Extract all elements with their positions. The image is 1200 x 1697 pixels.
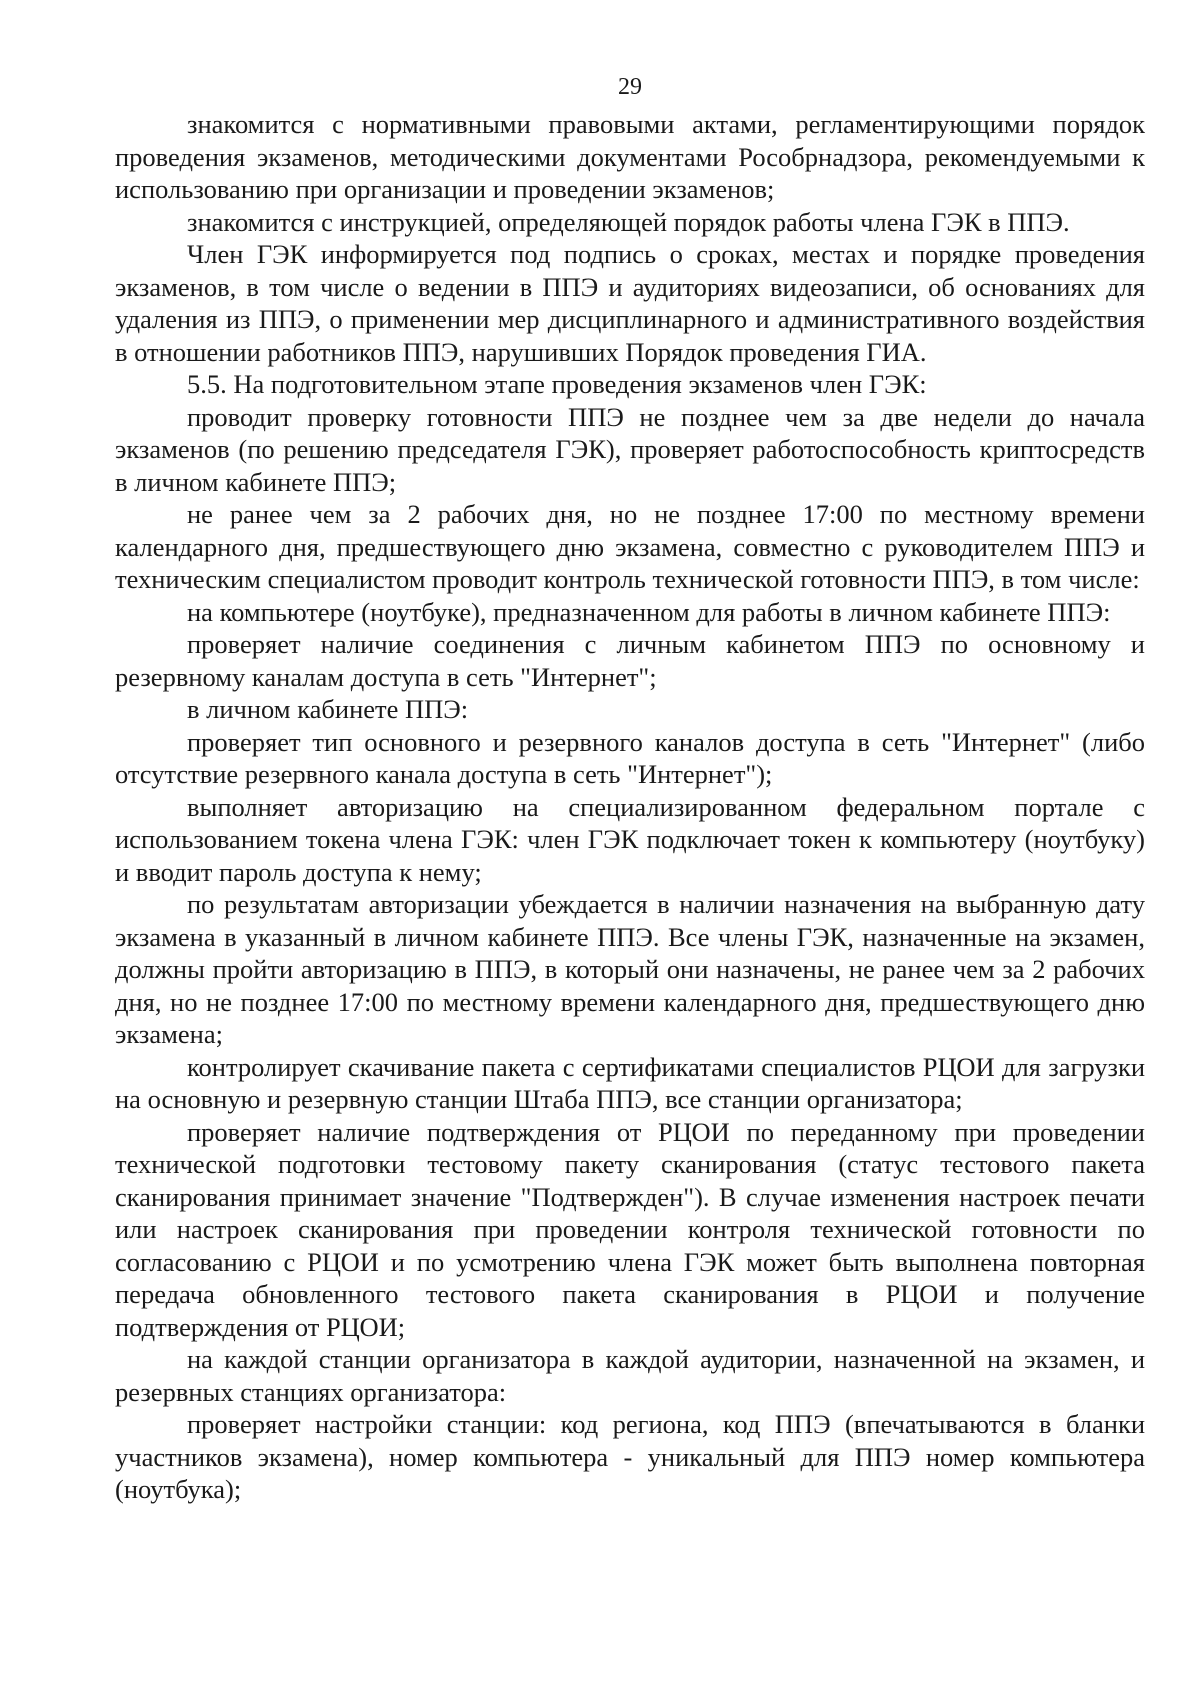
section-heading-paragraph: 5.5. На подготовительном этапе проведения экзаменов член ГЭК: — [187, 369, 927, 399]
paragraph: Член ГЭК информируется под подпись о сроках, местах и порядке проведения экзаменов, в том числе о ведении в ППЭ и аудиториях видеозаписи, об основаниях для удаления из ППЭ, о применении мер дисциплинарного и административного воздействия в отношении работников ППЭ, нарушивших Порядок проведения ГИА. — [115, 239, 1145, 367]
paragraph: знакомится с инструкцией, определяющей порядок работы члена ГЭК в ППЭ. — [187, 206, 1070, 237]
paragraph: проводит проверку готовности ППЭ не позднее чем за две недели до начала экзаменов (по решению председателя ГЭК), проверяет работоспособность криптосредств в личном кабинете ППЭ; — [115, 401, 1145, 497]
paragraph: проверяет тип основного и резервного каналов доступа в сеть "Интернет" (либо отсутствие резервного канала доступа в сеть "Интернет"); — [115, 726, 1145, 789]
paragraph: проверяет наличие подтверждения от РЦОИ по переданному при проведении технической подготовки тестовому пакету сканирования (статус тестового пакета сканирования принимает значение "Подтвержден"). В случае изменения настроек печати или настроек сканирования при проведении контроля технической готовности по согласованию с РЦОИ и по усмотрению члена ГЭК может быть выполнена повторная передача обновленного тестового пакета сканирования в РЦОИ и получение подтверждения от РЦОИ; — [115, 1116, 1145, 1342]
paragraph: на каждой станции организатора в каждой аудитории, назначенной на экзамен, и резервных станциях организатора: — [115, 1344, 1145, 1407]
paragraph: выполняет авторизацию на специализированном федеральном портале с использованием токена члена ГЭК: член ГЭК подключает токен к компьютеру (ноутбуку) и вводит пароль доступа к нему; — [115, 791, 1145, 887]
paragraph: по результатам авторизации убеждается в наличии назначения на выбранную дату экзамена в указанный в личном кабинете ППЭ. Все члены ГЭК, назначенные на экзамен, должны пройти авторизацию в ППЭ, в который они назначены, не ранее чем за 2 рабочих дня, но не позднее 17:00 по местному времени календарного дня, предшествующего дню экзамена; — [115, 889, 1145, 1049]
paragraph: проверяет наличие соединения с личным кабинетом ППЭ по основному и резервному каналам доступа в сеть "Интернет"; — [115, 629, 1145, 692]
paragraph: на компьютере (ноутбуке), предназначенном для работы в личном кабинете ППЭ: — [187, 596, 1111, 627]
paragraph: не ранее чем за 2 рабочих дня, но не позднее 17:00 по местному времени календарного дня, предшествующего дню экзамена, совместно с руководителем ППЭ и техническим специалистом проводит контроль технической готовности ППЭ, в том числе: — [115, 499, 1145, 594]
paragraph: знакомится с нормативными правовыми актами, регламентирующими порядок проведения экзаменов, методическими документами Рособрнадзора, рекомендуемыми к использованию при организации и проведении экзаменов; — [115, 109, 1145, 204]
paragraph: контролирует скачивание пакета с сертификатами специалистов РЦОИ для загрузки на основную и резервную станции Штаба ППЭ, все станции организатора; — [115, 1051, 1145, 1114]
paragraph: в личном кабинете ППЭ: — [187, 694, 469, 724]
page-number: 29 — [618, 74, 642, 100]
document-body — [115, 108, 1145, 1506]
paragraph: проверяет настройки станции: код региона, код ППЭ (впечатываются в бланки участников экзамена), номер компьютера - уникальный для ППЭ номер компьютера (ноутбука); — [115, 1409, 1145, 1504]
